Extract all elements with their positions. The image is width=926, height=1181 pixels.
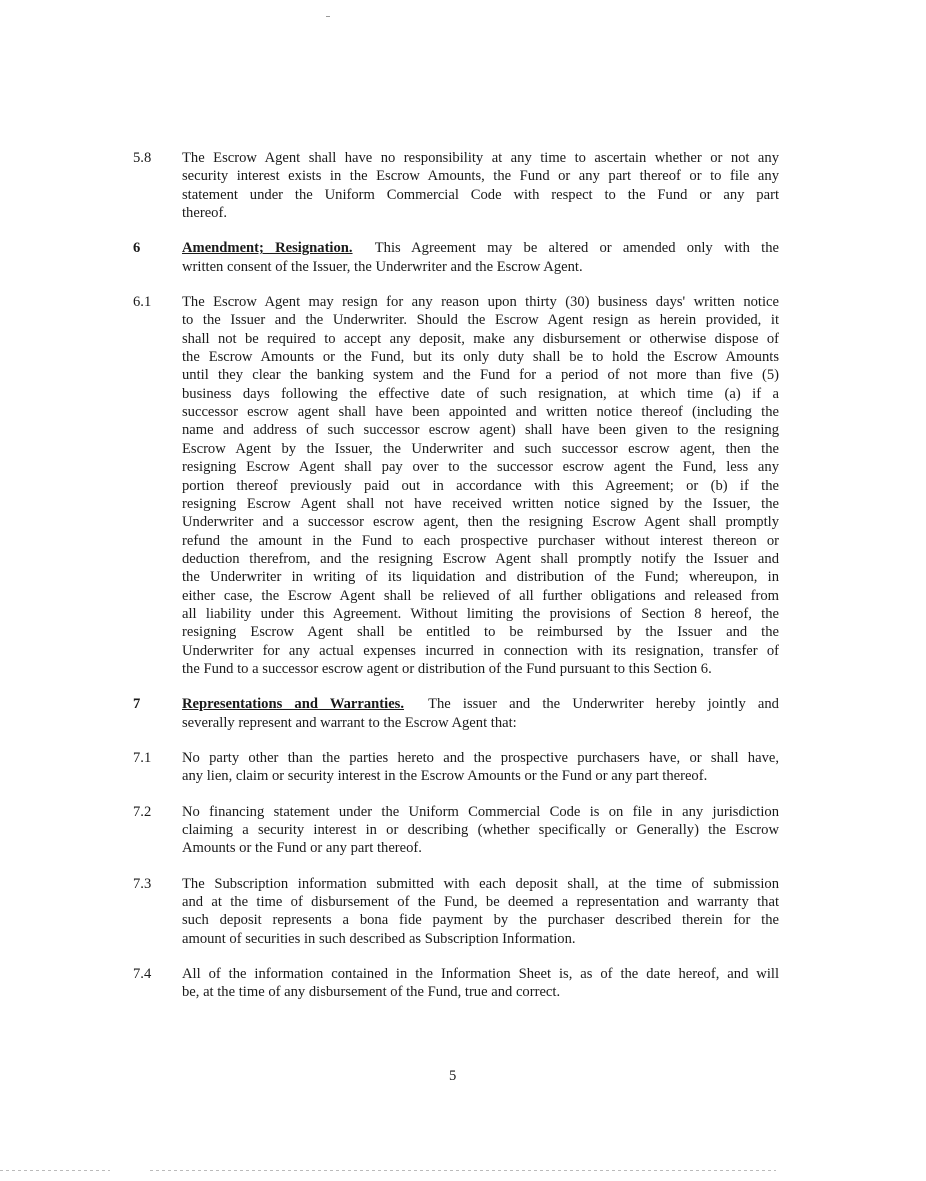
section-number: 7.3 bbox=[133, 875, 152, 892]
section-7-2 bbox=[133, 803, 779, 858]
text-line: claiming a security interest in or describing (whether specifically or Generally) the Escrow bbox=[182, 822, 779, 838]
scan-artifact bbox=[0, 1170, 110, 1171]
heading-text: The issuer and the Underwriter hereby jointly and bbox=[428, 696, 779, 713]
text-line: Amounts or the Fund or any part thereof. bbox=[182, 840, 422, 857]
text-line: and at the time of disbursement of the Fund, be deemed a representation and warranty that bbox=[182, 894, 779, 911]
section-number: 7.1 bbox=[133, 749, 152, 766]
section-7 bbox=[133, 695, 779, 732]
text-line: resigning Escrow Agent shall not have received written notice signed by the Issuer, the bbox=[182, 495, 779, 512]
text-line: to the Issuer and the Underwriter. Should the Escrow Agent resign as herein provided, it bbox=[182, 312, 779, 329]
document-body bbox=[133, 149, 779, 1019]
page-number: 5 bbox=[449, 1068, 457, 1084]
text-line: security interest exists in the Escrow Amounts, the Fund or any part thereof or to file any bbox=[182, 168, 779, 185]
section-6-1 bbox=[133, 293, 779, 678]
section-number: 7.2 bbox=[133, 803, 152, 820]
text-line: deduction therefrom, and the resigning Escrow Agent shall promptly notify the Issuer and bbox=[182, 550, 779, 567]
section-6 bbox=[133, 239, 779, 276]
text-line: business days following the effective date of such resignation, at which time (a) if a bbox=[182, 385, 779, 402]
text-line: All of the information contained in the Information Sheet is, as of the date hereof, and will bbox=[182, 966, 779, 983]
text-line: severally represent and warrant to the Escrow Agent that: bbox=[182, 714, 517, 731]
text-line: name and address of such successor escrow agent) shall have been given to the resigning bbox=[182, 422, 779, 439]
text-line: The Escrow Agent shall have no responsibility at any time to ascertain whether or not any bbox=[182, 150, 779, 166]
section-number: 7.4 bbox=[133, 966, 152, 983]
section-text bbox=[182, 749, 779, 786]
section-text bbox=[182, 695, 779, 732]
text-line: resigning Escrow Agent shall be entitled to be reimbursed by the Issuer and the bbox=[182, 624, 779, 641]
text-line: all liability under this Agreement. Without limiting the provisions of Section 8 hereof, the bbox=[182, 605, 779, 622]
section-7-4 bbox=[133, 965, 779, 1002]
text-line: Underwriter for any actual expenses incurred in connection with its resignation, transfer of bbox=[182, 642, 779, 659]
section-number: 7 bbox=[133, 696, 141, 713]
text-line: such deposit represents a bona fide payment by the purchaser described therein for the bbox=[182, 912, 779, 929]
text-line: either case, the Escrow Agent shall be relieved of all further obligations and released from bbox=[182, 587, 779, 604]
text-line: thereof. bbox=[182, 205, 227, 222]
text-line: amount of securities in such described as Subscription Information. bbox=[182, 930, 576, 947]
section-7-1 bbox=[133, 749, 779, 786]
section-text bbox=[182, 293, 779, 678]
section-text bbox=[182, 149, 779, 222]
section-number: 5.8 bbox=[133, 150, 152, 166]
section-text bbox=[182, 965, 779, 1002]
section-heading: Amendment; Resignation. bbox=[182, 240, 353, 257]
text-line: the Fund to a successor escrow agent or distribution of the Fund pursuant to this Section 6. bbox=[182, 660, 712, 677]
text-line: shall not be required to accept any deposit, make any disbursement or otherwise dispose of bbox=[182, 330, 779, 347]
section-text bbox=[182, 239, 779, 276]
section-5-8 bbox=[133, 149, 779, 222]
text-line: statement under the Uniform Commercial Code with respect to the Fund or any part bbox=[182, 186, 779, 203]
text-line: portion thereof previously paid out in accordance with this Agreement; or (b) if the bbox=[182, 477, 779, 494]
text-line: until they clear the banking system and the Fund for a period of not more than five (5) bbox=[182, 367, 779, 384]
text-line: Underwriter and a successor escrow agent, then the resigning Escrow Agent shall promptly bbox=[182, 514, 779, 531]
text-line: refund the amount in the Fund to each prospective purchaser without interest thereon or bbox=[182, 532, 779, 549]
section-text bbox=[182, 803, 779, 858]
section-7-3 bbox=[133, 875, 779, 948]
heading-text: This Agreement may be altered or amended only with the bbox=[374, 240, 779, 257]
text-line: any lien, claim or security interest in the Escrow Amounts or the Fund or any part thereof. bbox=[182, 768, 708, 785]
section-heading: Representations and Warranties. bbox=[182, 696, 405, 713]
scan-mark bbox=[326, 16, 330, 17]
section-text bbox=[182, 875, 779, 948]
text-line: successor escrow agent shall have been appointed and written notice thereof (including the bbox=[182, 404, 779, 421]
text-line: The Subscription information submitted with each deposit shall, at the time of submission bbox=[182, 875, 779, 892]
text-line: The Escrow Agent may resign for any reason upon thirty (30) business days' written notice bbox=[182, 294, 779, 311]
section-number: 6 bbox=[133, 240, 141, 257]
text-line: No party other than the parties hereto and the prospective purchasers have, or shall have, bbox=[182, 749, 779, 766]
text-line: Escrow Agent by the Issuer, the Underwriter and such successor escrow agent, then the bbox=[182, 440, 779, 457]
text-line: No financing statement under the Uniform Commercial Code is on file in any jurisdiction bbox=[182, 803, 779, 820]
scan-artifact bbox=[150, 1170, 776, 1171]
text-line: be, at the time of any disbursement of the Fund, true and correct. bbox=[182, 984, 561, 1001]
text-line bbox=[182, 695, 779, 713]
text-line: the Escrow Amounts or the Fund, but its only duty shall be to hold the Escrow Amounts bbox=[182, 349, 779, 366]
text-line: resigning Escrow Agent shall pay over to the successor escrow agent the Fund, less any bbox=[182, 459, 779, 476]
text-line bbox=[182, 239, 779, 257]
text-line: written consent of the Issuer, the Underwriter and the Escrow Agent. bbox=[182, 258, 583, 275]
text-line: the Underwriter in writing of its liquidation and distribution of the Fund; whereupon, in bbox=[182, 569, 779, 586]
section-number: 6.1 bbox=[133, 294, 152, 311]
